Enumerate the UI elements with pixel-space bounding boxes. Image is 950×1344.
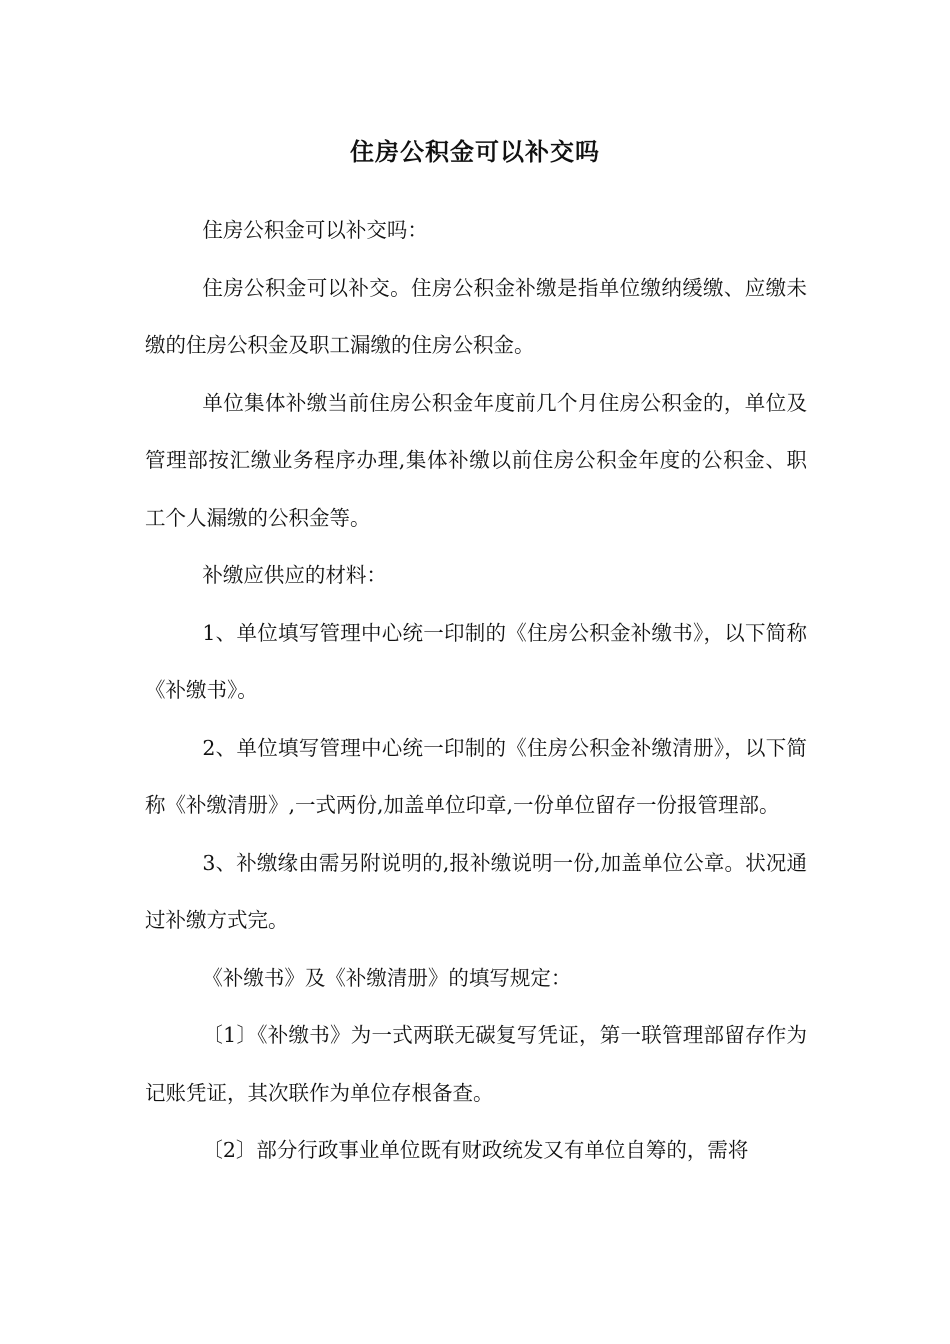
paragraph: 住房公积金可以补交吗：: [202, 218, 428, 242]
paragraph: 2、单位填写管理中心统一印制的《住房公积金补缴清册》，以下简称《补缴清册》,一式两份,加盖单位印章,一份单位留存一份报管理部。: [145, 735, 807, 817]
paragraph: 《补缴书》及《补缴清册》的填写规定：: [202, 965, 572, 990]
paragraph: 〔1〕《补缴书》为一式两联无碳复写凭证，第一联管理部留存作为记账凭证，其次联作为单位存根备查。: [145, 1023, 807, 1105]
document-title: 住房公积金可以补交吗: [350, 138, 600, 166]
paragraph: 〔2〕部分行政事业单位既有财政统发又有单位自筹的，需将: [202, 1138, 749, 1162]
paragraph: 单位集体补缴当前住房公积金年度前几个月住房公积金的，单位及管理部按汇缴业务程序办理,集体补缴以前住房公积金年度的公积金、职工个人漏缴的公积金等。: [145, 390, 807, 530]
paragraph: 3、补缴缘由需另附说明的,报补缴说明一份,加盖单位公章。状况通过补缴方式完。: [145, 850, 807, 932]
paragraph: 住房公积金可以补交。住房公积金补缴是指单位缴纳缓缴、应缴未缴的住房公积金及职工漏缴的住房公积金。: [145, 275, 807, 357]
paragraph: 补缴应供应的材料：: [202, 563, 387, 587]
document-body: [145, 202, 807, 1180]
paragraph: 1、单位填写管理中心统一印制的《住房公积金补缴书》，以下简称《补缴书》。: [145, 620, 807, 702]
